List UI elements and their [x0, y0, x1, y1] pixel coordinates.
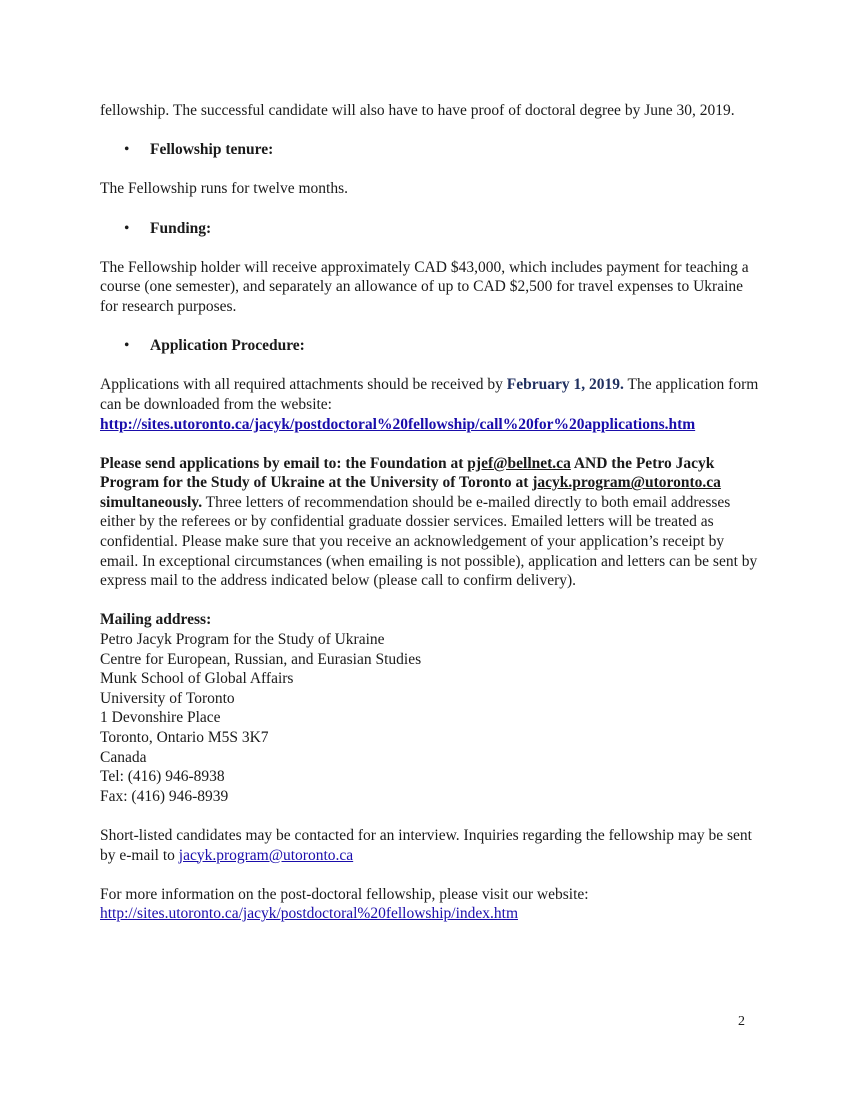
- deadline-date: February 1, 2019.: [506, 376, 624, 394]
- page-content: [100, 101, 760, 924]
- send-mid: AND the Petro Jacyk Program for the Study of Ukraine at the University of Toronto at: [100, 454, 715, 492]
- mailing-line: Munk School of Global Affairs: [100, 670, 294, 688]
- inquiry-email-link[interactable]: jacyk.program@utoronto.ca: [178, 846, 354, 864]
- mailing-line: 1 Devonshire Place: [100, 709, 221, 727]
- application-form-link[interactable]: http://sites.utoronto.ca/jacyk/postdoctoral%20fellowship/call%20for%20applications.htm: [100, 415, 696, 433]
- procedure-heading: • Application Procedure:: [100, 336, 760, 356]
- fax-line: Fax: (416) 946-8939: [100, 787, 229, 805]
- mailing-line: Canada: [100, 748, 147, 766]
- phone-line: Tel: (416) 946-8938: [100, 768, 225, 786]
- shortlist-text: Short-listed candidates may be contacted for an interview. Inquiries regarding the fellowship may be sent by e-mail to: [100, 826, 752, 864]
- more-info-paragraph: [100, 885, 760, 924]
- mailing-line: Centre for European, Russian, and Eurasian Studies: [100, 650, 422, 668]
- intro-paragraph: fellowship. The successful candidate will also have to have proof of doctoral degree by June 30, 2019.: [100, 102, 735, 119]
- procedure-paragraph: [100, 375, 760, 434]
- procedure-text-before: Applications with all required attachments should be received by: [100, 376, 507, 394]
- send-text: Three letters of recommendation should be e-mailed directly to both email addresses either by the referees or by confidential graduate dossier services. Emailed letters will be treated as confidential. Please make sure that you receive an acknowledgement of your application’s receipt by email. In exceptional circumstances (when emailing is not possible), application and letters can be sent by express mail to the address indicated below (please call to confirm delivery).: [100, 493, 758, 590]
- tenure-paragraph: The Fellowship runs for twelve months.: [100, 180, 348, 198]
- send-tail: simultaneously.: [100, 493, 203, 511]
- foundation-email-link[interactable]: pjef@bellnet.ca: [467, 454, 571, 472]
- mailing-line: Petro Jacyk Program for the Study of Ukraine: [100, 631, 385, 649]
- procedure-text-after: The application form can be downloaded from the website:: [100, 376, 759, 413]
- more-info-text: For more information on the post-doctoral fellowship, please visit our website:: [100, 885, 589, 903]
- fellowship-website-link[interactable]: http://sites.utoronto.ca/jacyk/postdoctoral%20fellowship/index.htm: [100, 905, 519, 923]
- mailing-block: [100, 610, 760, 806]
- mailing-line: Toronto, Ontario M5S 3K7: [100, 729, 269, 746]
- shortlist-paragraph: [100, 826, 760, 865]
- funding-heading: • Funding:: [100, 219, 760, 239]
- mailing-line: University of Toronto: [100, 689, 235, 707]
- funding-paragraph: The Fellowship holder will receive approximately CAD $43,000, which includes payment for teaching a course (one semester), and separately an allowance of up to CAD $2,500 for travel expenses to Ukraine for research purposes.: [100, 258, 749, 315]
- tenure-heading: • Fellowship tenure:: [100, 140, 760, 160]
- send-intro: Please send applications by email to: the Foundation at: [100, 454, 468, 472]
- mailing-heading: Mailing address:: [100, 611, 212, 629]
- program-email-link[interactable]: jacyk.program@utoronto.ca: [532, 474, 721, 492]
- send-paragraph: [100, 454, 760, 591]
- page-number: 2: [738, 1014, 745, 1029]
